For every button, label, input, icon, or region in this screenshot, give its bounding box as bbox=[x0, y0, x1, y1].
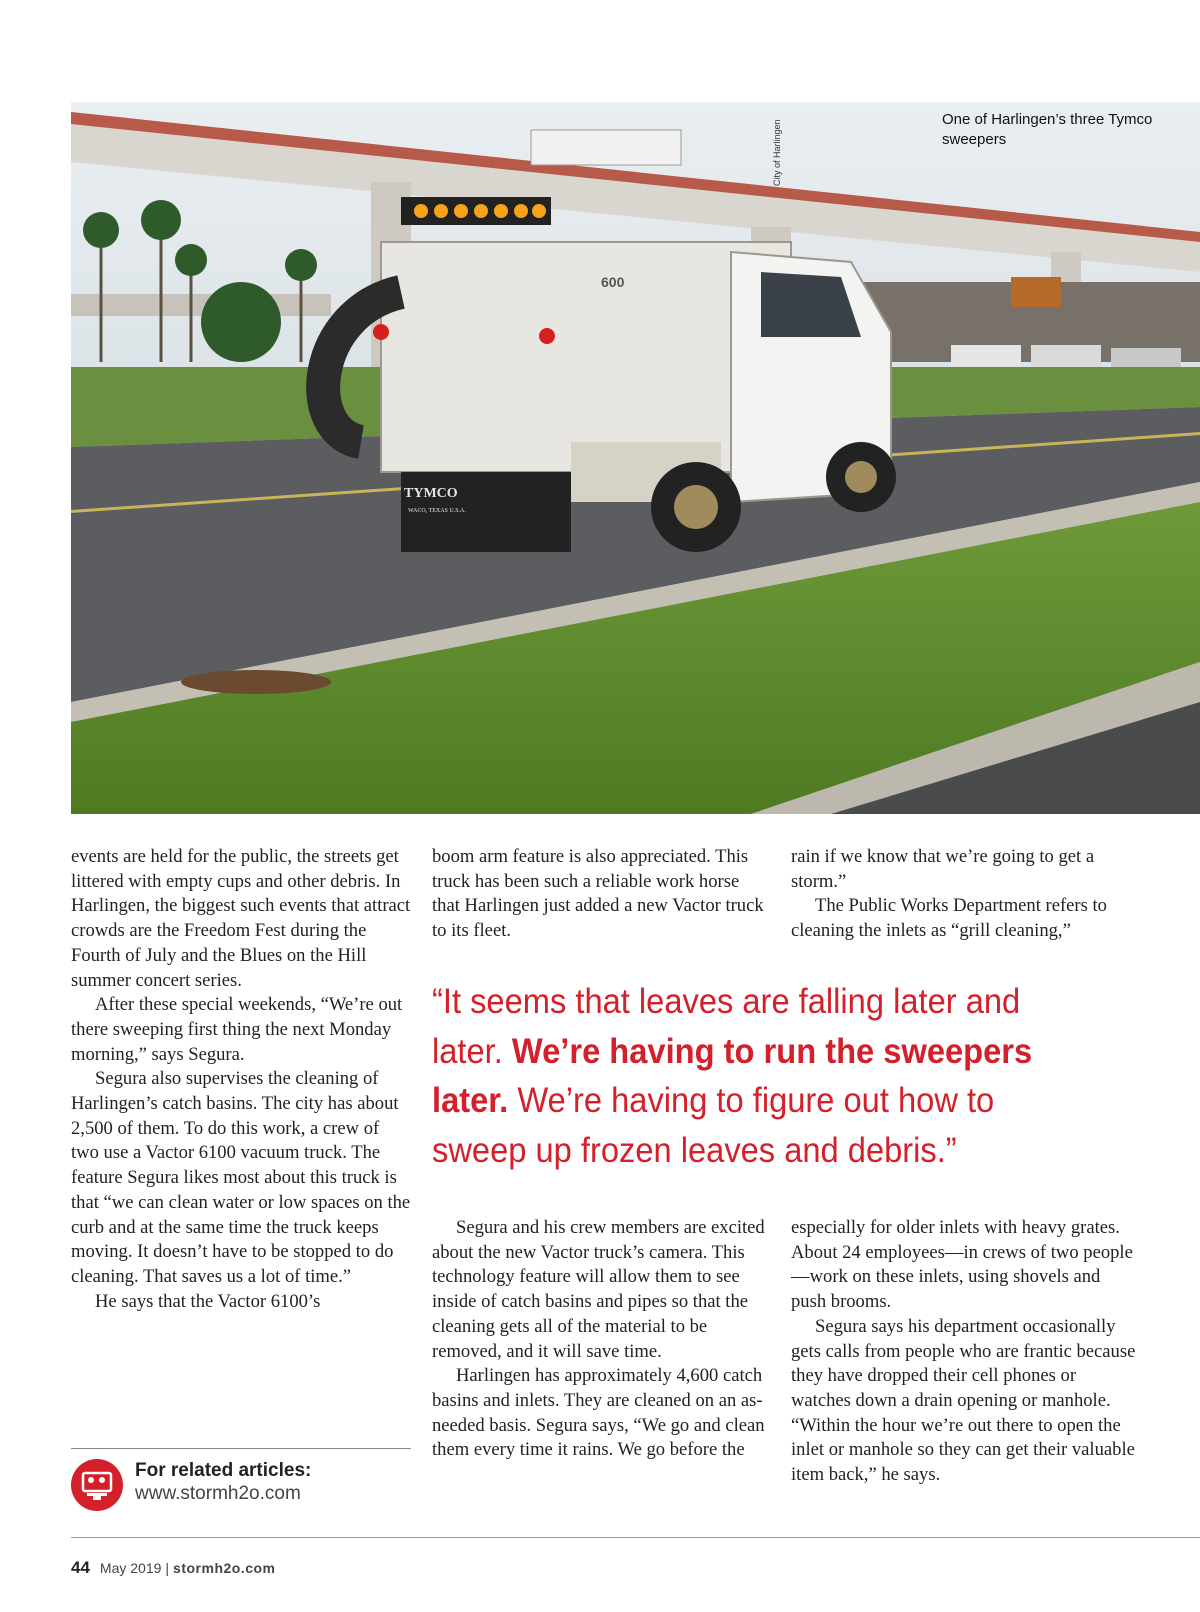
page-footer bbox=[71, 1558, 276, 1578]
footer-site: stormh2o.com bbox=[173, 1560, 276, 1576]
footer-separator: | bbox=[165, 1560, 170, 1576]
article-column-3-bottom bbox=[791, 1216, 1136, 1488]
paragraph: events are held for the public, the streets get littered with empty cups and other debris. In Harlingen, the biggest such events that attract crowds are the Freedom Fest during the Fourth of July and the Blues on the Hill summer concert series. bbox=[71, 846, 411, 991]
paragraph: He says that the Vactor 6100’s bbox=[95, 1290, 321, 1312]
paragraph: especially for older inlets with heavy grates. About 24 employees—in crews of two people—work on these inlets, using shovels and push brooms. bbox=[791, 1217, 1133, 1313]
related-articles-link[interactable]: www.stormh2o.com bbox=[135, 1483, 301, 1504]
pull-quote-bold: We’re having to run the sweepers later. bbox=[432, 1030, 1033, 1120]
paragraph: boom arm feature is also appreciated. This truck has been such a reliable work horse that Harlingen just added a new Vactor truck to its fleet. bbox=[432, 846, 764, 942]
article-column-2-bottom bbox=[432, 1216, 767, 1463]
related-divider bbox=[71, 1448, 411, 1449]
article-column-2-top bbox=[432, 845, 767, 944]
truck-number: 600 bbox=[601, 274, 625, 290]
paragraph: rain if we know that we’re going to get a storm.” bbox=[791, 846, 1095, 892]
article-column-1 bbox=[71, 845, 411, 1314]
truck-subtext: WACO, TEXAS U.S.A. bbox=[408, 508, 466, 514]
photo-credit: City of Harlingen bbox=[772, 119, 782, 186]
sweeper-photo bbox=[71, 102, 1200, 814]
article-column-3-top bbox=[791, 845, 1136, 944]
related-articles-title: For related articles: bbox=[135, 1460, 312, 1481]
page-number: 44 bbox=[71, 1558, 90, 1577]
paragraph: Segura says his department occasionally gets calls from people who are frantic because they have dropped their cell phones or watches down a drain opening or manhole. “Within the hour we’re out there to open the inlet or manhole so they can get their valuable item back,” he says. bbox=[791, 1315, 1136, 1486]
pull-quote-part1: “It seems that leaves are falling later and later. bbox=[432, 981, 1021, 1071]
paragraph: Harlingen has approximately 4,600 catch basins and inlets. They are cleaned on an as-needed basis. Segura says, “We go and clean them every time it rains. We go before the bbox=[432, 1365, 765, 1461]
footer-divider bbox=[71, 1537, 1200, 1538]
paragraph: Segura also supervises the cleaning of Harlingen’s catch basins. The city has about 2,500 of them. To do this work, a crew of two use a Vactor 6100 vacuum truck. The feature Segura likes most about this truck is that “we can clean water or low spaces on the curb and at the same time the truck keeps moving. It doesn’t have to be stopped to do cleaning. That saves us a lot of time.” bbox=[71, 1068, 411, 1287]
people-screen-icon bbox=[71, 1459, 123, 1511]
pull-quote bbox=[432, 977, 1076, 1175]
pull-quote-part2: We’re having to figure out how to sweep up frozen leaves and debris.” bbox=[432, 1080, 995, 1170]
truck-brand-text: TYMCO bbox=[404, 486, 458, 501]
paragraph: The Public Works Department refers to cleaning the inlets as “grill cleaning,” bbox=[791, 895, 1107, 942]
paragraph: After these special weekends, “We’re out there sweeping first thing the next Monday morning,” says Segura. bbox=[71, 994, 403, 1065]
issue-date: May 2019 bbox=[99, 1560, 162, 1576]
paragraph: Segura and his crew members are excited about the new Vactor truck’s camera. This technology feature will allow them to see inside of catch basins and pipes so that the cleaning gets all of the material to be removed, and it will save time. bbox=[432, 1217, 765, 1362]
photo-caption: One of Harlingen’s three Tymco sweepers bbox=[942, 111, 1153, 148]
